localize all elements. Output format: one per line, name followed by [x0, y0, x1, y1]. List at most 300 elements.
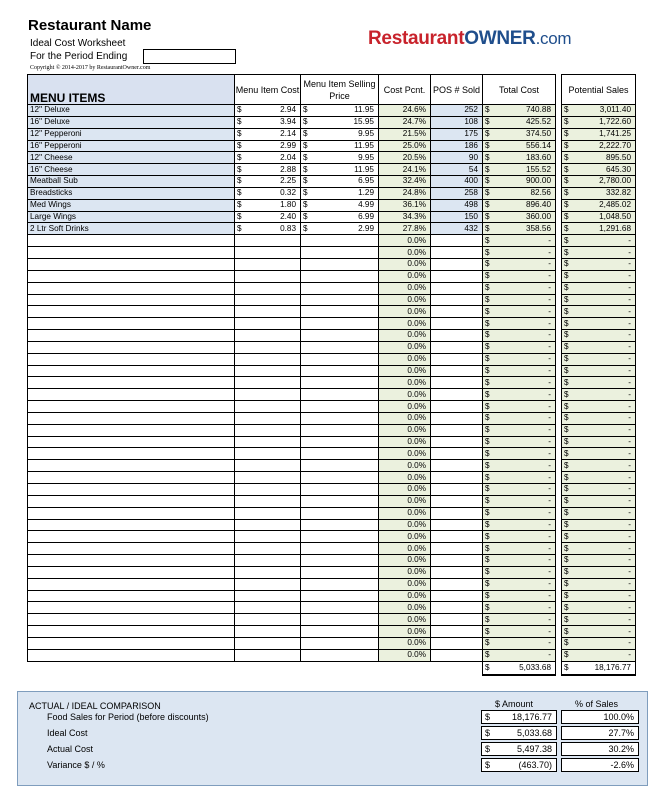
item-cost-cell[interactable]: $ 2.04 [235, 152, 301, 164]
table-row [28, 116, 636, 128]
item-cost-cell[interactable] [235, 235, 301, 247]
selling-price-cell[interactable] [301, 566, 379, 578]
menu-item-name[interactable] [28, 590, 235, 602]
item-cost-cell[interactable] [235, 377, 301, 389]
pos-sold-cell[interactable] [431, 602, 483, 614]
cost-pct-cell: 32.4% [379, 176, 431, 188]
potential-sales-cell: $ - [562, 484, 636, 496]
total-cost-cell: $ - [483, 626, 556, 638]
cost-pct-cell: 0.0% [379, 543, 431, 555]
menu-item-name[interactable] [28, 235, 235, 247]
pct-of-sales-header: % of Sales [575, 699, 619, 709]
selling-price-cell[interactable]: $ 15.95 [301, 116, 379, 128]
cost-pct-cell: 27.8% [379, 223, 431, 235]
cost-pct-cell: 0.0% [379, 555, 431, 567]
pos-sold-cell[interactable] [431, 270, 483, 282]
selling-price-cell[interactable] [301, 330, 379, 342]
cost-pct-cell: 0.0% [379, 389, 431, 401]
menu-item-name[interactable] [28, 519, 235, 531]
total-cost-cell: $ - [483, 590, 556, 602]
selling-price-cell[interactable] [301, 401, 379, 413]
item-cost-cell[interactable] [235, 472, 301, 484]
pos-sold-cell[interactable] [431, 448, 483, 460]
selling-price-cell[interactable]: $ 9.95 [301, 128, 379, 140]
menu-item-name[interactable]: 16" Cheese [28, 164, 235, 176]
item-cost-cell[interactable] [235, 484, 301, 496]
table-row [28, 365, 636, 377]
selling-price-cell[interactable]: $ 4.99 [301, 199, 379, 211]
potential-sales-cell: $ - [562, 590, 636, 602]
pos-sold-cell[interactable] [431, 389, 483, 401]
pos-sold-cell[interactable] [431, 306, 483, 318]
item-cost-cell[interactable] [235, 507, 301, 519]
pos-sold-cell[interactable]: 150 [431, 211, 483, 223]
restaurant-owner-logo: RestaurantOWNER.com [368, 28, 572, 49]
selling-price-cell[interactable]: $ 6.95 [301, 176, 379, 188]
menu-item-name[interactable]: 12" Cheese [28, 152, 235, 164]
menu-item-name[interactable] [28, 341, 235, 353]
pos-sold-cell[interactable] [431, 401, 483, 413]
item-cost-cell[interactable] [235, 282, 301, 294]
pos-sold-cell[interactable]: 90 [431, 152, 483, 164]
potential-sales-cell: $ - [562, 578, 636, 590]
menu-item-name[interactable] [28, 294, 235, 306]
menu-item-name[interactable] [28, 472, 235, 484]
item-cost-cell[interactable]: $ 2.14 [235, 128, 301, 140]
menu-item-name[interactable] [28, 412, 235, 424]
potential-sales-sum: $ 18,176.77 [562, 661, 636, 675]
menu-item-name[interactable]: Large Wings [28, 211, 235, 223]
cost-pct-cell: 0.0% [379, 649, 431, 661]
selling-price-cell[interactable] [301, 460, 379, 472]
table-row [28, 626, 636, 638]
pos-sold-cell[interactable] [431, 531, 483, 543]
cost-pct-cell: 0.0% [379, 590, 431, 602]
cost-pct-cell: 0.0% [379, 353, 431, 365]
total-cost-cell: $ - [483, 294, 556, 306]
table-row [28, 507, 636, 519]
menu-item-name[interactable] [28, 270, 235, 282]
pos-sold-cell[interactable] [431, 472, 483, 484]
actual-ideal-comparison [17, 691, 648, 786]
selling-price-cell[interactable] [301, 507, 379, 519]
menu-item-name[interactable] [28, 389, 235, 401]
col-header-pct: Cost Pcnt. [379, 75, 431, 105]
potential-sales-cell: $ - [562, 353, 636, 365]
menu-item-name[interactable]: Med Wings [28, 199, 235, 211]
potential-sales-cell: $ - [562, 602, 636, 614]
selling-price-cell[interactable]: $ 11.95 [301, 164, 379, 176]
item-cost-cell[interactable] [235, 590, 301, 602]
menu-item-name[interactable] [28, 282, 235, 294]
menu-item-name[interactable] [28, 258, 235, 270]
total-cost-cell: $ - [483, 330, 556, 342]
item-cost-cell[interactable] [235, 495, 301, 507]
total-cost-cell: $ 358.56 [483, 223, 556, 235]
item-cost-cell[interactable] [235, 531, 301, 543]
item-cost-cell[interactable] [235, 247, 301, 259]
potential-sales-cell: $ 1,741.25 [562, 128, 636, 140]
menu-item-name[interactable] [28, 543, 235, 555]
cost-pct-cell: 0.0% [379, 495, 431, 507]
menu-item-name[interactable] [28, 602, 235, 614]
selling-price-cell[interactable] [301, 247, 379, 259]
cost-pct-cell: 0.0% [379, 235, 431, 247]
selling-price-cell[interactable] [301, 614, 379, 626]
pos-sold-cell[interactable] [431, 365, 483, 377]
potential-sales-cell: $ - [562, 377, 636, 389]
item-cost-cell[interactable] [235, 448, 301, 460]
item-cost-cell[interactable] [235, 294, 301, 306]
menu-item-name[interactable]: 2 Ltr Soft Drinks [28, 223, 235, 235]
selling-price-cell[interactable] [301, 282, 379, 294]
pos-sold-cell[interactable] [431, 590, 483, 602]
pos-sold-cell[interactable] [431, 637, 483, 649]
pos-sold-cell[interactable]: 252 [431, 105, 483, 117]
total-cost-cell: $ - [483, 247, 556, 259]
total-cost-cell: $ 183.60 [483, 152, 556, 164]
selling-price-cell[interactable]: $ 1.29 [301, 187, 379, 199]
total-cost-cell: $ - [483, 306, 556, 318]
menu-item-name[interactable] [28, 353, 235, 365]
item-cost-cell[interactable] [235, 578, 301, 590]
cost-pct-cell: 0.0% [379, 448, 431, 460]
selling-price-cell[interactable] [301, 258, 379, 270]
menu-item-name[interactable] [28, 566, 235, 578]
pos-sold-cell[interactable] [431, 555, 483, 567]
table-row [28, 436, 636, 448]
total-cost-cell: $ - [483, 318, 556, 330]
potential-sales-cell: $ 1,048.50 [562, 211, 636, 223]
pos-sold-cell[interactable]: 175 [431, 128, 483, 140]
table-row [28, 318, 636, 330]
item-cost-cell[interactable] [235, 519, 301, 531]
item-cost-cell[interactable]: $ 3.94 [235, 116, 301, 128]
item-cost-cell[interactable] [235, 353, 301, 365]
total-cost-cell: $ - [483, 531, 556, 543]
potential-sales-cell: $ - [562, 412, 636, 424]
menu-item-name[interactable] [28, 318, 235, 330]
selling-price-cell[interactable]: $ 9.95 [301, 152, 379, 164]
menu-item-name[interactable] [28, 578, 235, 590]
pos-sold-cell[interactable]: 54 [431, 164, 483, 176]
menu-item-name[interactable] [28, 507, 235, 519]
selling-price-cell[interactable] [301, 294, 379, 306]
pos-sold-cell[interactable] [431, 519, 483, 531]
potential-sales-cell: $ - [562, 614, 636, 626]
potential-sales-cell: $ 895.50 [562, 152, 636, 164]
pos-sold-cell[interactable] [431, 235, 483, 247]
selling-price-cell[interactable] [301, 353, 379, 365]
pos-sold-cell[interactable] [431, 294, 483, 306]
selling-price-cell[interactable] [301, 626, 379, 638]
selling-price-cell[interactable] [301, 341, 379, 353]
cost-pct-cell: 24.8% [379, 187, 431, 199]
item-cost-cell[interactable]: $ 2.94 [235, 105, 301, 117]
menu-item-name[interactable] [28, 436, 235, 448]
table-row [28, 590, 636, 602]
menu-item-name[interactable] [28, 306, 235, 318]
period-ending-input[interactable] [143, 49, 236, 64]
selling-price-cell[interactable]: $ 11.95 [301, 105, 379, 117]
item-cost-cell[interactable] [235, 637, 301, 649]
table-row [28, 484, 636, 496]
cost-pct-cell: 20.5% [379, 152, 431, 164]
cost-pct-cell: 24.1% [379, 164, 431, 176]
menu-item-name[interactable] [28, 531, 235, 543]
total-cost-cell: $ - [483, 412, 556, 424]
menu-item-name[interactable] [28, 637, 235, 649]
table-row [28, 543, 636, 555]
amount-header: $ Amount [495, 699, 534, 709]
food-sales-amount: $ 18,176.77 [481, 710, 557, 724]
selling-price-cell[interactable] [301, 377, 379, 389]
item-cost-cell[interactable] [235, 602, 301, 614]
pos-sold-cell[interactable] [431, 412, 483, 424]
pos-sold-cell[interactable] [431, 578, 483, 590]
item-cost-cell[interactable]: $ 2.25 [235, 176, 301, 188]
col-header-menu-items: MENU ITEMS [28, 75, 235, 105]
selling-price-cell[interactable] [301, 555, 379, 567]
pos-sold-cell[interactable] [431, 330, 483, 342]
potential-sales-cell: $ 2,780.00 [562, 176, 636, 188]
table-row [28, 424, 636, 436]
table-row [28, 353, 636, 365]
table-row [28, 649, 636, 661]
menu-item-name[interactable] [28, 365, 235, 377]
selling-price-cell[interactable] [301, 318, 379, 330]
pos-sold-cell[interactable] [431, 282, 483, 294]
selling-price-cell[interactable] [301, 531, 379, 543]
pos-sold-cell[interactable]: 498 [431, 199, 483, 211]
selling-price-cell[interactable]: $ 6.99 [301, 211, 379, 223]
selling-price-cell[interactable] [301, 578, 379, 590]
item-cost-cell[interactable]: $ 2.40 [235, 211, 301, 223]
selling-price-cell[interactable] [301, 306, 379, 318]
table-row [28, 460, 636, 472]
pos-sold-cell[interactable] [431, 614, 483, 626]
totals-row [28, 661, 636, 675]
col-header-price: Menu Item Selling Price [301, 75, 379, 105]
item-cost-cell[interactable] [235, 566, 301, 578]
pos-sold-cell[interactable] [431, 318, 483, 330]
table-row [28, 531, 636, 543]
selling-price-cell[interactable] [301, 436, 379, 448]
table-row [28, 566, 636, 578]
selling-price-cell[interactable] [301, 424, 379, 436]
pos-sold-cell[interactable] [431, 626, 483, 638]
menu-item-name[interactable] [28, 401, 235, 413]
cost-pct-cell: 36.1% [379, 199, 431, 211]
table-row [28, 164, 636, 176]
item-cost-cell[interactable] [235, 306, 301, 318]
variance-amount: $ (463.70) [481, 758, 557, 772]
pos-sold-cell[interactable] [431, 424, 483, 436]
potential-sales-cell: $ - [562, 472, 636, 484]
cost-pct-cell: 0.0% [379, 318, 431, 330]
item-cost-cell[interactable] [235, 412, 301, 424]
selling-price-cell[interactable] [301, 637, 379, 649]
ideal-cost-label: Ideal Cost [47, 728, 88, 738]
total-cost-cell: $ 900.00 [483, 176, 556, 188]
total-cost-cell: $ - [483, 472, 556, 484]
cost-pct-cell: 0.0% [379, 270, 431, 282]
selling-price-cell[interactable] [301, 412, 379, 424]
pos-sold-cell[interactable]: 432 [431, 223, 483, 235]
selling-price-cell[interactable] [301, 519, 379, 531]
cost-pct-cell: 0.0% [379, 602, 431, 614]
menu-item-name[interactable] [28, 460, 235, 472]
potential-sales-cell: $ - [562, 247, 636, 259]
menu-item-name[interactable] [28, 614, 235, 626]
copyright-notice: Copyright © 2014-2017 by RestaurantOwner.com [30, 65, 151, 71]
cost-pct-cell: 0.0% [379, 637, 431, 649]
pos-sold-cell[interactable] [431, 460, 483, 472]
potential-sales-cell: $ - [562, 637, 636, 649]
ideal-cost-pct: 27.7% [561, 726, 639, 740]
item-cost-cell[interactable] [235, 330, 301, 342]
potential-sales-cell: $ - [562, 436, 636, 448]
menu-item-name[interactable] [28, 247, 235, 259]
item-cost-cell[interactable]: $ 0.32 [235, 187, 301, 199]
table-row [28, 187, 636, 199]
total-cost-cell: $ - [483, 555, 556, 567]
menu-item-name[interactable] [28, 484, 235, 496]
menu-item-name[interactable]: Meatball Sub [28, 176, 235, 188]
menu-item-name[interactable]: 12" Deluxe [28, 105, 235, 117]
selling-price-cell[interactable] [301, 270, 379, 282]
cost-pct-cell: 0.0% [379, 507, 431, 519]
item-cost-cell[interactable] [235, 258, 301, 270]
item-cost-cell[interactable] [235, 270, 301, 282]
item-cost-cell[interactable]: $ 0.83 [235, 223, 301, 235]
table-row [28, 199, 636, 211]
pos-sold-cell[interactable]: 108 [431, 116, 483, 128]
menu-item-name[interactable] [28, 555, 235, 567]
pos-sold-cell[interactable]: 258 [431, 187, 483, 199]
selling-price-cell[interactable]: $ 2.99 [301, 223, 379, 235]
potential-sales-cell: $ - [562, 566, 636, 578]
menu-item-name[interactable] [28, 626, 235, 638]
item-cost-cell[interactable] [235, 543, 301, 555]
pos-sold-cell[interactable] [431, 353, 483, 365]
item-cost-cell[interactable]: $ 2.88 [235, 164, 301, 176]
pos-sold-cell[interactable] [431, 484, 483, 496]
pos-sold-cell[interactable]: 400 [431, 176, 483, 188]
menu-item-name[interactable] [28, 649, 235, 661]
item-cost-cell[interactable] [235, 389, 301, 401]
total-cost-cell: $ - [483, 282, 556, 294]
cost-pct-cell: 0.0% [379, 247, 431, 259]
potential-sales-cell: $ 645.30 [562, 164, 636, 176]
cost-pct-cell: 0.0% [379, 519, 431, 531]
potential-sales-cell: $ - [562, 555, 636, 567]
cost-pct-cell: 0.0% [379, 306, 431, 318]
menu-item-name[interactable] [28, 330, 235, 342]
item-cost-cell[interactable] [235, 436, 301, 448]
selling-price-cell[interactable]: $ 11.95 [301, 140, 379, 152]
pos-sold-cell[interactable] [431, 649, 483, 661]
selling-price-cell[interactable] [301, 389, 379, 401]
cost-pct-cell: 0.0% [379, 531, 431, 543]
item-cost-cell[interactable] [235, 555, 301, 567]
pos-sold-cell[interactable] [431, 436, 483, 448]
item-cost-cell[interactable] [235, 318, 301, 330]
item-cost-cell[interactable]: $ 2.99 [235, 140, 301, 152]
item-cost-cell[interactable] [235, 649, 301, 661]
selling-price-cell[interactable] [301, 484, 379, 496]
total-cost-cell: $ - [483, 389, 556, 401]
cost-pct-cell: 0.0% [379, 626, 431, 638]
table-row [28, 555, 636, 567]
table-row [28, 140, 636, 152]
menu-item-name[interactable] [28, 377, 235, 389]
total-cost-cell: $ - [483, 566, 556, 578]
menu-item-name[interactable] [28, 424, 235, 436]
pos-sold-cell[interactable] [431, 543, 483, 555]
menu-item-name[interactable]: 16" Deluxe [28, 116, 235, 128]
selling-price-cell[interactable] [301, 602, 379, 614]
pos-sold-cell[interactable] [431, 247, 483, 259]
cost-pct-cell: 21.5% [379, 128, 431, 140]
item-cost-cell[interactable] [235, 365, 301, 377]
table-row [28, 128, 636, 140]
pos-sold-cell[interactable] [431, 258, 483, 270]
pos-sold-cell[interactable] [431, 566, 483, 578]
table-row [28, 412, 636, 424]
selling-price-cell[interactable] [301, 235, 379, 247]
menu-item-name[interactable] [28, 448, 235, 460]
item-cost-cell[interactable] [235, 424, 301, 436]
actual-cost-amount[interactable]: $ 5,497.38 [481, 742, 557, 756]
selling-price-cell[interactable] [301, 543, 379, 555]
potential-sales-cell: $ - [562, 318, 636, 330]
cost-pct-cell: 24.6% [379, 105, 431, 117]
selling-price-cell[interactable] [301, 649, 379, 661]
cost-pct-cell: 25.0% [379, 140, 431, 152]
item-cost-cell[interactable] [235, 626, 301, 638]
menu-items-table [27, 74, 636, 676]
selling-price-cell[interactable] [301, 448, 379, 460]
item-cost-cell[interactable]: $ 1.80 [235, 199, 301, 211]
item-cost-cell[interactable] [235, 614, 301, 626]
pos-sold-cell[interactable] [431, 507, 483, 519]
table-header-row [28, 75, 636, 105]
selling-price-cell[interactable] [301, 590, 379, 602]
pos-sold-cell[interactable]: 186 [431, 140, 483, 152]
item-cost-cell[interactable] [235, 401, 301, 413]
menu-item-name[interactable]: 16" Pepperoni [28, 140, 235, 152]
pos-sold-cell[interactable] [431, 377, 483, 389]
item-cost-cell[interactable] [235, 341, 301, 353]
total-cost-cell: $ - [483, 484, 556, 496]
selling-price-cell[interactable] [301, 365, 379, 377]
selling-price-cell[interactable] [301, 472, 379, 484]
total-cost-cell: $ - [483, 401, 556, 413]
selling-price-cell[interactable] [301, 495, 379, 507]
potential-sales-cell: $ - [562, 531, 636, 543]
total-cost-cell: $ - [483, 341, 556, 353]
pos-sold-cell[interactable] [431, 341, 483, 353]
item-cost-cell[interactable] [235, 460, 301, 472]
col-header-total: Total Cost [483, 75, 556, 105]
potential-sales-cell: $ 1,722.60 [562, 116, 636, 128]
table-row [28, 578, 636, 590]
menu-item-name[interactable]: 12" Pepperoni [28, 128, 235, 140]
menu-item-name[interactable] [28, 495, 235, 507]
pos-sold-cell[interactable] [431, 495, 483, 507]
menu-item-name[interactable]: Breadsticks [28, 187, 235, 199]
